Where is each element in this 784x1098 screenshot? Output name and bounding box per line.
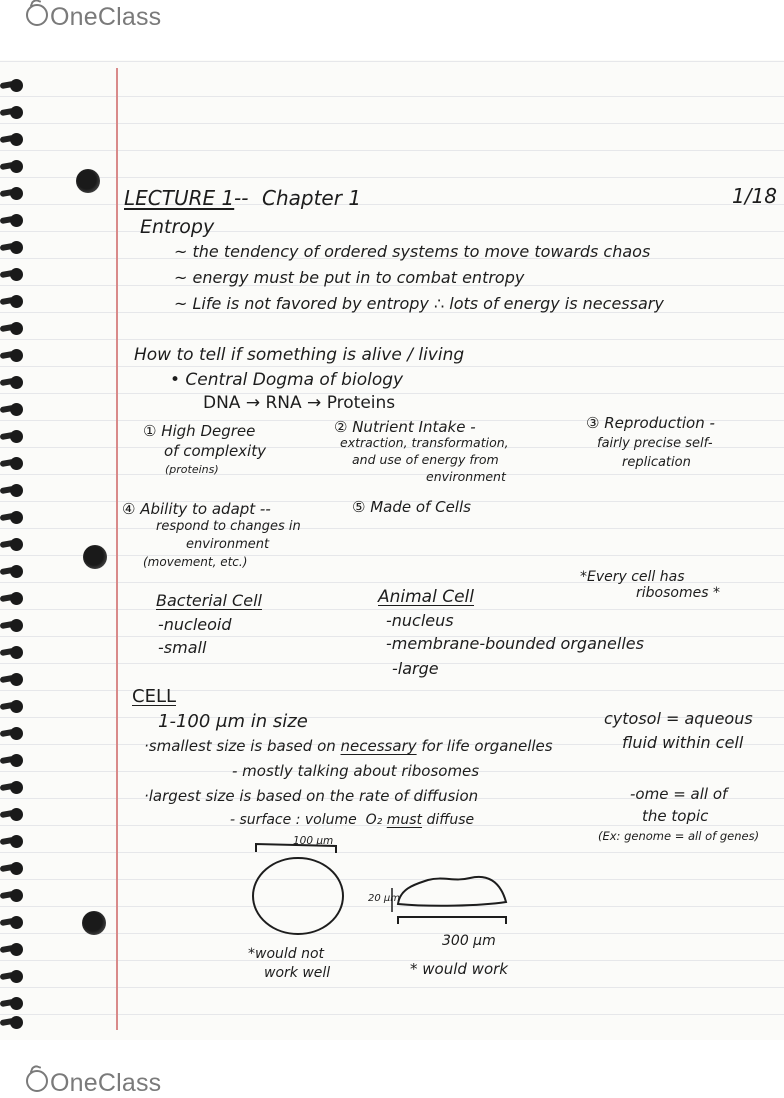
entropy-point: ~ Life is not favored by entropy ∴ lots of energy is necessary: [174, 294, 664, 313]
punch-hole: [82, 911, 106, 935]
oneclass-logo-footer: OneClass: [26, 1069, 161, 1098]
cell-diffusion-line: [230, 813, 474, 827]
ome-note: -ome = all of: [630, 785, 728, 803]
entropy-heading: Entropy: [140, 216, 215, 238]
criterion-4-note: (movement, etc.): [143, 555, 248, 569]
criterion-2-detail: and use of energy from: [352, 452, 499, 467]
cell-line-emphasis: must: [386, 812, 423, 828]
cell-line-text: diffuse: [426, 812, 475, 828]
animal-item: -nucleus: [386, 611, 454, 630]
cell-line-text: ·smallest size is based on: [144, 737, 336, 755]
sphere-note: work well: [264, 965, 331, 981]
bacterial-item: -nucleoid: [158, 615, 232, 634]
animal-item: -membrane-bounded organelles: [386, 634, 644, 653]
lecture-title: LECTURE 1: [124, 186, 235, 210]
criterion-2-title: ② Nutrient Intake -: [334, 418, 476, 436]
cell-line-text: for life organelles: [421, 737, 553, 755]
ome-example: (Ex: genome = all of genes): [598, 829, 760, 843]
flat-note: * would work: [410, 960, 508, 978]
bacterial-cell-title: Bacterial Cell: [156, 591, 262, 610]
cell-smallest-line: [144, 739, 553, 754]
lecture-date: 1/18: [732, 184, 777, 208]
alive-heading: How to tell if something is alive / living: [134, 345, 465, 365]
criterion-4-detail: respond to changes in: [156, 519, 301, 534]
cell-largest-line: ·largest size is based on the rate of diffusion: [144, 787, 479, 805]
central-dogma: • Central Dogma of biology: [170, 370, 404, 390]
flat-height-label: 20 μm: [368, 893, 401, 904]
criterion-3-detail: replication: [622, 455, 691, 470]
cell-size: 1-100 μm in size: [158, 711, 308, 732]
criterion-4-detail: environment: [186, 537, 270, 552]
oneclass-logo: OneClass: [26, 3, 161, 32]
chapter-label: Chapter 1: [262, 186, 362, 210]
cell-line-text: - surface : volume: [230, 812, 357, 828]
bacterial-item: -small: [158, 638, 207, 657]
criterion-3-title: ③ Reproduction -: [586, 414, 715, 432]
criterion-1-detail: of complexity: [164, 442, 266, 460]
punch-hole: [83, 545, 107, 569]
ribosome-note: ribosomes *: [636, 585, 720, 601]
criterion-2-detail: environment: [426, 469, 506, 484]
cytosol-note: cytosol = aqueous: [604, 709, 753, 728]
sphere-note: *would not: [248, 946, 325, 962]
criterion-4-title: ④ Ability to adapt --: [122, 500, 271, 518]
criterion-1-title: ① High Degree: [143, 422, 256, 440]
cell-ribosome-line: - mostly talking about ribosomes: [232, 762, 480, 780]
sphere-size-label: 100 μm: [293, 835, 334, 847]
animal-item: -large: [392, 659, 439, 678]
punch-hole: [76, 169, 100, 193]
criterion-5-title: ⑤ Made of Cells: [352, 498, 471, 516]
ome-note: the topic: [642, 807, 709, 825]
margin-line: [116, 68, 118, 1030]
logo-circle-icon: [26, 1070, 48, 1092]
ribosome-note: *Every cell has: [580, 569, 685, 585]
logo-circle-icon: [26, 4, 48, 26]
cell-line-emphasis: necessary: [340, 737, 417, 755]
entropy-point: ~ the tendency of ordered systems to move towards chaos: [174, 242, 651, 261]
criterion-1-note: (proteins): [165, 463, 219, 476]
flat-width-label: 300 μm: [442, 933, 496, 949]
cell-heading: CELL: [132, 686, 176, 707]
criterion-3-detail: fairly precise self-: [597, 436, 713, 451]
entropy-point: ~ energy must be put in to combat entropy: [174, 268, 525, 287]
title-separator: --: [234, 186, 249, 210]
cytosol-note: fluid within cell: [622, 733, 744, 752]
criterion-2-detail: extraction, transformation,: [340, 435, 509, 450]
animal-cell-title: Animal Cell: [378, 587, 475, 607]
cell-line-text: O₂: [365, 812, 383, 828]
dogma-flow: DNA → RNA → Proteins: [203, 393, 396, 413]
